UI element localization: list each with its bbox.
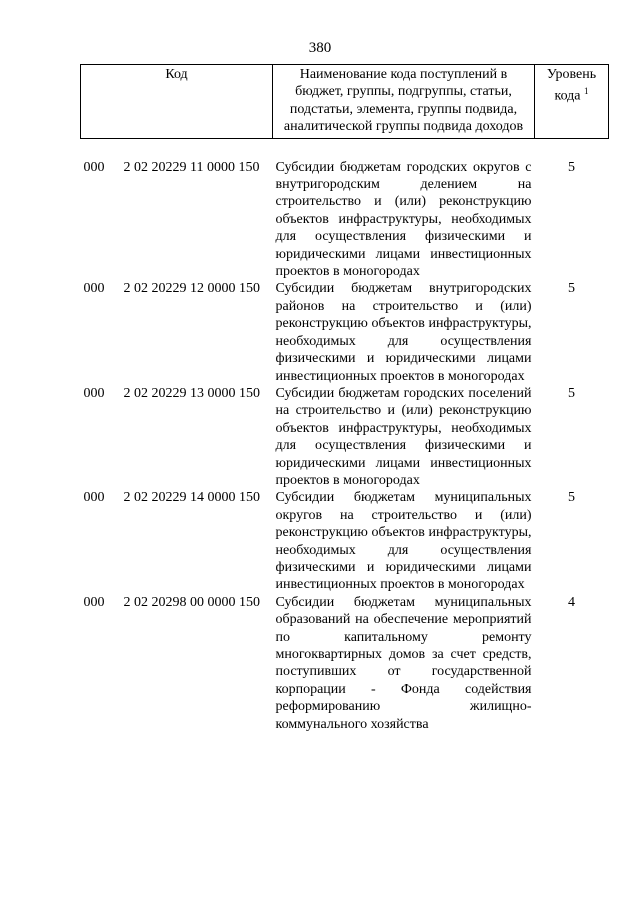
- code-cell: [81, 280, 273, 384]
- level-cell: 5: [568, 281, 575, 297]
- code-cell: [81, 159, 273, 281]
- admin-code: 000: [83, 281, 105, 297]
- income-codes-table: [80, 64, 609, 733]
- level-cell: 5: [568, 159, 575, 175]
- admin-code: 000: [83, 594, 105, 610]
- table-row: [81, 385, 609, 489]
- spacer-row: [81, 138, 609, 159]
- footnote-marker: 1: [584, 86, 589, 97]
- level-cell: 5: [568, 490, 575, 506]
- admin-code: 000: [83, 159, 105, 175]
- name-cell: Субсидии бюджетам внутригородских районов на строительство и (или) реконструкцию объектов инфраструктуры, необходимых для осуществления физическими и юридическими лицами инвестиционных проектов в моногородах: [275, 281, 532, 384]
- income-code: 2 02 20229 12 0000 150: [123, 281, 260, 297]
- income-code: 2 02 20229 14 0000 150: [123, 490, 260, 506]
- header-name: Наименование кода поступлений в бюджет, группы, подгруппы, статьи, подстатьи, элемента, группы подвида, аналитической группы подвида доходов: [273, 65, 535, 139]
- level-cell: 4: [568, 594, 575, 610]
- header-level: [535, 65, 609, 139]
- admin-code: 000: [83, 385, 105, 401]
- income-code: 2 02 20229 11 0000 150: [123, 159, 260, 175]
- income-code: 2 02 20229 13 0000 150: [123, 385, 260, 401]
- table-header-row: [81, 65, 609, 139]
- page-number: 380: [308, 40, 332, 56]
- table-row: [81, 594, 609, 733]
- header-level-label: Уровень кода: [546, 67, 597, 105]
- code-cell: [81, 385, 273, 489]
- income-code: 2 02 20298 00 0000 150: [123, 594, 260, 610]
- admin-code: 000: [83, 490, 105, 506]
- name-cell: Субсидии бюджетам муниципальных округов на строительство и (или) реконструкцию объектов инфраструктуры, необходимых для осуществления физическими и юридическими лицами инвестиционных проектов в моногородах: [275, 490, 532, 593]
- header-code: Код: [81, 65, 273, 139]
- code-cell: [81, 489, 273, 593]
- table-row: [81, 159, 609, 281]
- code-cell: [81, 594, 273, 733]
- table-row: [81, 280, 609, 384]
- name-cell: Субсидии бюджетам муниципальных образований на обеспечение мероприятий по капитальному ремонту многоквартирных домов за счет средств, поступивших от государственной корпорации - Фонда содействия реформированию жилищно-коммунального хозяйства: [275, 594, 532, 732]
- name-cell: Субсидии бюджетам городских округов с внутригородским делением на строительство и (или) реконструкцию объектов инфраструктуры, необходимых для осуществления физическими и юридическими лицами инвестиционных проектов в моногородах: [275, 159, 532, 280]
- name-cell: Субсидии бюджетам городских поселений на строительство и (или) реконструкцию объектов инфраструктуры, необходимых для осуществления физическими и юридическими лицами инвестиционных проектов в моногородах: [275, 385, 532, 488]
- table-row: [81, 489, 609, 593]
- level-cell: 5: [568, 385, 575, 401]
